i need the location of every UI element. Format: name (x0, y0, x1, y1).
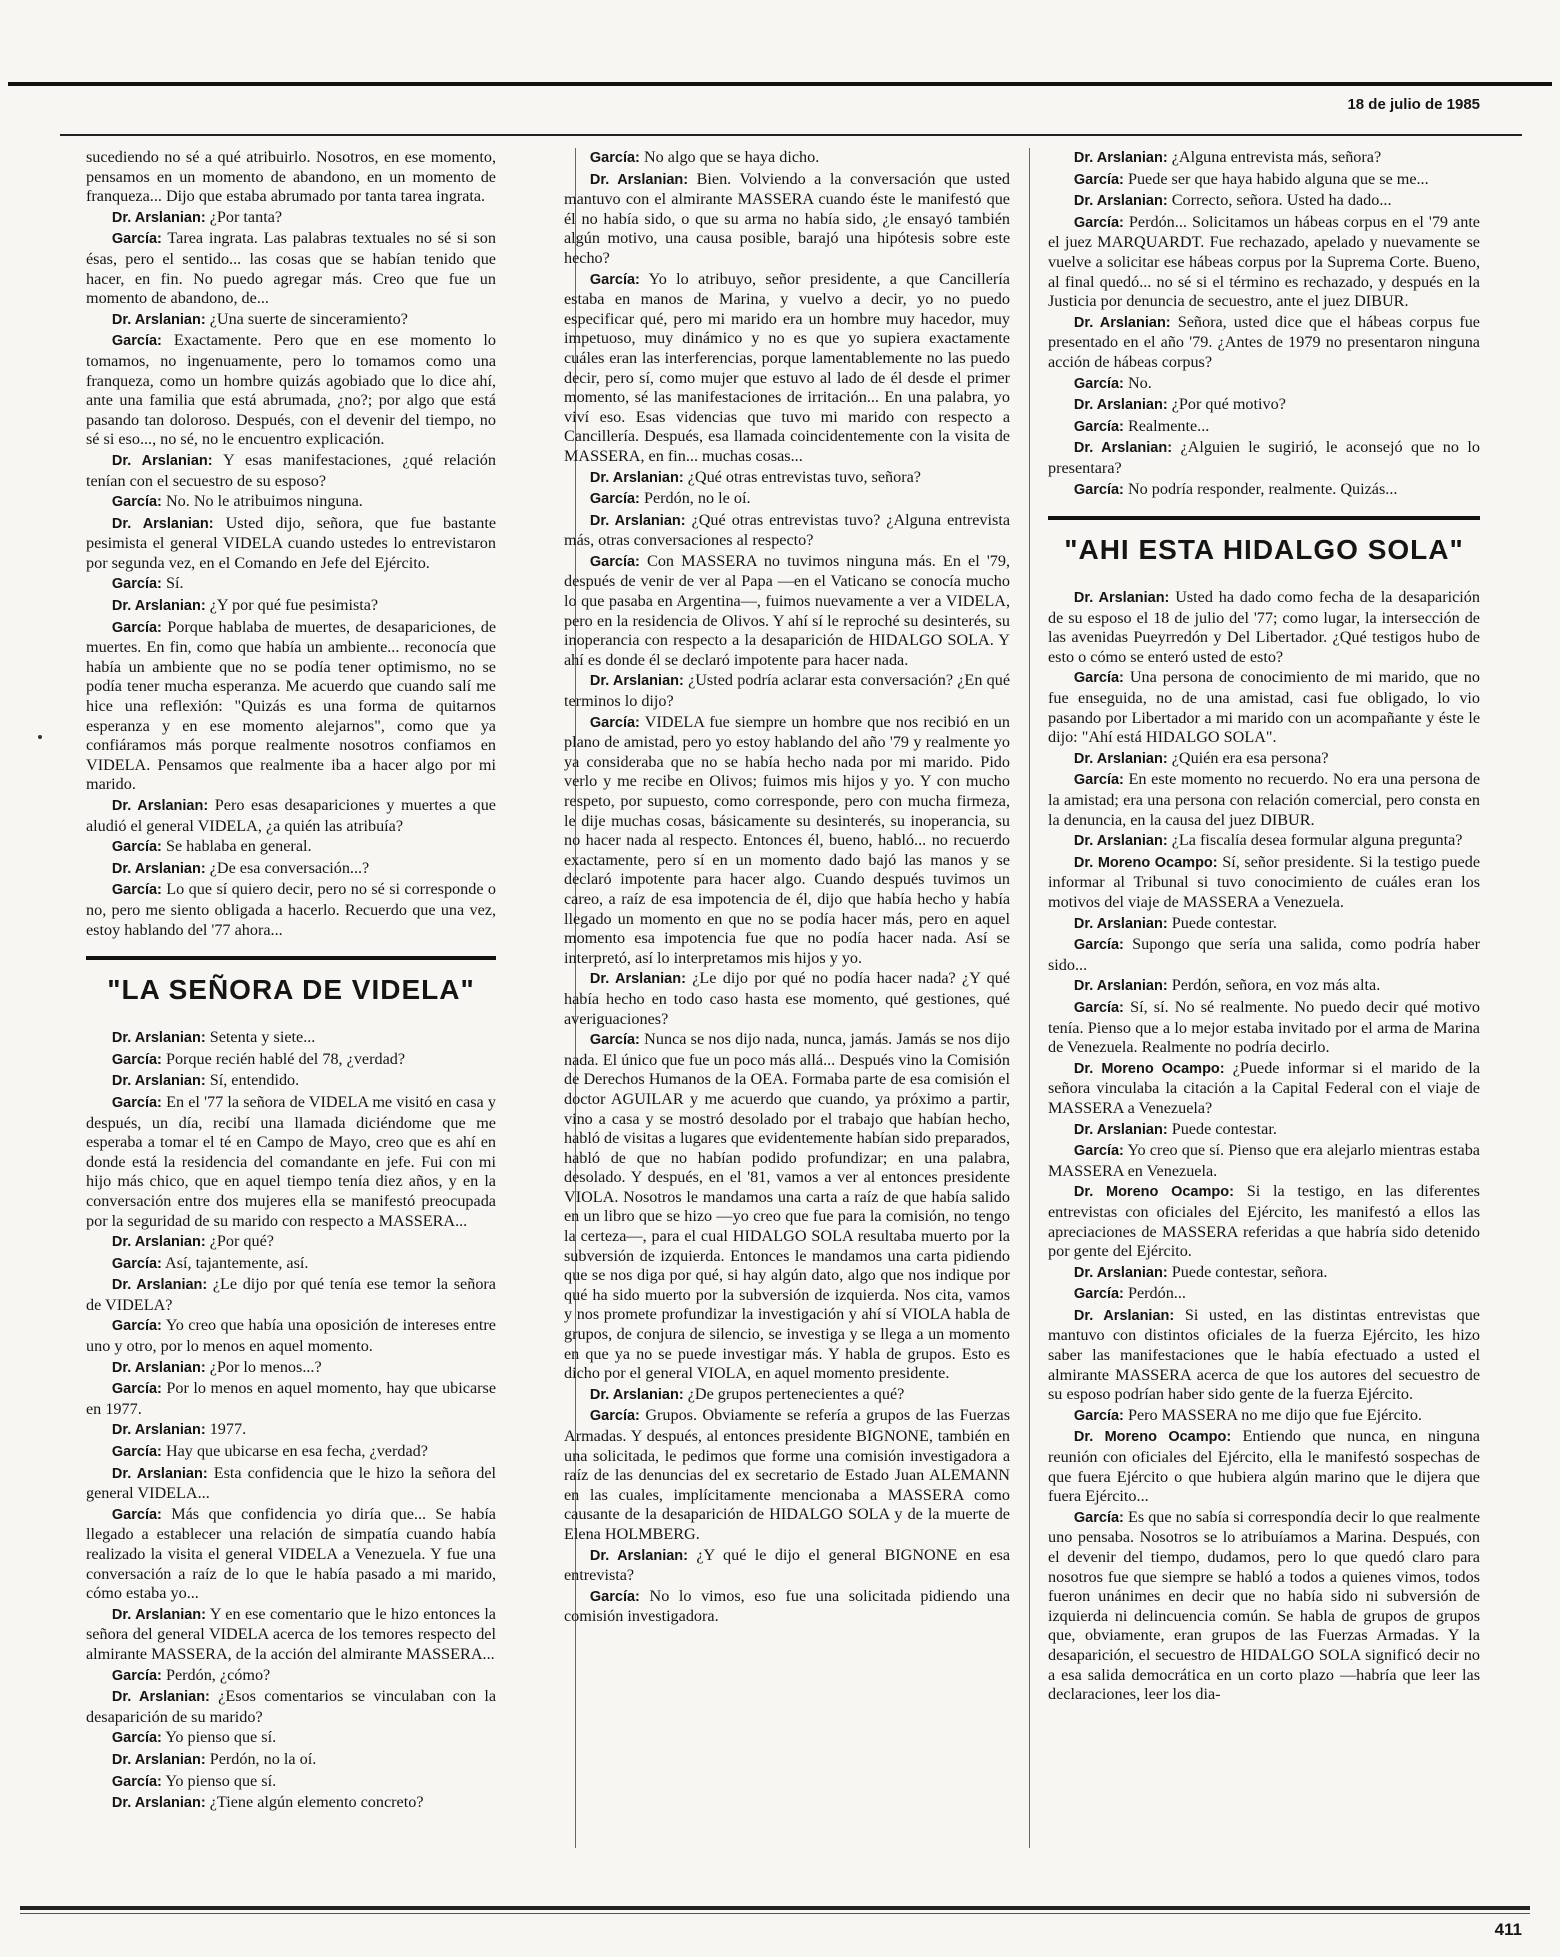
transcript-paragraph (86, 1420, 496, 1441)
paragraph-text: ¿Alguien le sugirió, le aconsejó que no lo presentara? (1048, 438, 1480, 477)
paragraph-text: Yo creo que había una oposición de intereses entre uno y otro, por lo menos en aquel momento. (86, 1316, 496, 1356)
speaker-label: García: (1073, 937, 1124, 954)
transcript-paragraph (1048, 998, 1480, 1058)
paragraph-text: Perdón, no le oí. (643, 489, 751, 508)
paragraph-text: Exactamente. Pero que en ese momento lo tomamos, no ingenuamente, pero lo tomamos como una franqueza, como un hombre quizás agobiado que lo dice ahí, ante una familia que está abrumada, ¿no?; por algo que está pasando tan doloroso. Después, con el devenir del tiempo, no sé si eso..., no sé, no le encuentro explicación. (86, 331, 496, 449)
speaker-label: García: (589, 1408, 640, 1425)
speaker-label: García: (111, 1094, 162, 1111)
speaker-label: Dr. Arslanian: (111, 1689, 210, 1706)
speaker-label: Dr. Arslanian: (111, 209, 206, 226)
transcript-paragraph (86, 859, 496, 880)
section-heading: "LA SEÑORA DE VIDELA" (86, 956, 496, 1006)
transcript-paragraph (86, 492, 496, 513)
paragraph-text: Grupos. Obviamente se refería a grupos de las Fuerzas Armadas. Y después, al entonces presidente BIGNONE, también en una solicitada, le pedimos que forme una comisión investigadora a raíz de las denuncias del ex secretario de Estado Juan ALEMANN en las cuales, implícitamente mencionaba a MASSERA como causante de la desaparición de HIDALGO SOLA y de la muerte de Elena HOLMBERG. (564, 1406, 1010, 1543)
paragraph-text: Yo pienso que sí. (165, 1771, 277, 1790)
paragraph-text: ¿Le dijo por qué tenía ese temor la señora de VIDELA? (86, 1275, 496, 1314)
transcript-paragraph (86, 148, 496, 207)
paragraph-text: Sí, señor presidente. Si la testigo puede informar al Tribunal si tuvo conocimiento de cuáles eran los motivos del viaje de MASSERA a Venezuela. (1048, 852, 1480, 911)
paragraph-text: Setenta y siete... (209, 1028, 316, 1047)
paragraph-text: ¿Esos comentarios se vinculaban con la desaparición de su marido? (86, 1687, 496, 1726)
paragraph-text: ¿Por lo menos...? (209, 1357, 322, 1376)
transcript-paragraph (86, 1379, 496, 1419)
speaker-label: Dr. Arslanian: (1073, 193, 1168, 210)
speaker-label: Dr. Arslanian: (111, 515, 214, 532)
transcript-paragraph (564, 969, 1010, 1029)
paragraph-text: Nunca se nos dijo nada, nunca, jamás. Jamás se nos dijo nada. El único que fue un poco más allá... Después vino la Comisión de Derechos Humanos de la OEA. Formaba parte de esa comisión el doctor AGUILAR y me acuerdo que cuando, ya próximo a partir, vino a casa y se mostró desolado por el trabajo que habían hecho, habló de visitas a lugares que evidentemente habían sido preparados, habló de que no habían podido profundizar; en una palabra, desolado. Y después, en el '81, vamos a ver al entonces presidente VIOLA. Nosotros le mandamos una carta a raíz de que había salido en un libro que se hizo —yo creo que fue para la comisión, no tengo la certeza—, para el cual HIDALGO SOLA resultaba muerto por la subversión de izquierda. Entonces le mandamos una carta pidiendo que se nos diga por qué, si hay algún dato, algo que nos indique por qué ha sido muerto por la subversión de izquierda. Nos cita, vamos y nos promete profundizar la investigación y ahí sí VIOLA habla de grupos, de conjura de silencio, se investiga y se llega a un momento en que ya no se puede investigar más. Y habla de grupos. Esto es dicho por el general VIOLA, en aquel momento presidente. (564, 1030, 1010, 1383)
speaker-label: Dr. Arslanian: (1073, 833, 1168, 850)
speaker-label: Dr. Arslanian: (1073, 590, 1170, 607)
speaker-label: García: (589, 714, 640, 731)
transcript-paragraph (86, 229, 496, 308)
paragraph-text: Perdón... Solicitamos un hábeas corpus en el '79 ante el juez MARQUARDT. Fue rechazado, apelado y nuevamente se vuelve a solicitar ese hábeas corpus por la Suprema Corte. Bueno, al final quedó... no sé si el término es rechazado, y después en la Justicia por denuncia de secuestro, ante el juez DIBUR. (1048, 212, 1480, 311)
transcript-paragraph (86, 1793, 496, 1814)
transcript-paragraph (564, 1587, 1010, 1627)
transcript-paragraph (564, 713, 1010, 969)
transcript-paragraph (564, 468, 1010, 489)
column-divider-2 (1029, 148, 1030, 1848)
speaker-label: García: (111, 1667, 162, 1684)
transcript-paragraph (1048, 749, 1480, 770)
speaker-label: Dr. Arslanian: (1073, 150, 1168, 166)
speaker-label: García: (111, 1318, 162, 1335)
transcript-paragraph (1048, 1508, 1480, 1705)
transcript-paragraph (86, 1254, 496, 1275)
transcript-paragraph (86, 1050, 496, 1071)
transcript-paragraph (1048, 1263, 1480, 1284)
transcript-paragraph (86, 451, 496, 491)
paragraph-text: ¿Y por qué fue pesimista? (209, 596, 379, 615)
speaker-label: García: (111, 231, 162, 248)
paragraph-text: Más que confidencia yo diría que... Se había llegado a establecer una relación de simpatía cuando había realizado la visita el general VIDELA a Venezuela. Y fue una conversación a raíz de lo que le había pasado a mi marido, cómo estaba yo... (86, 1504, 496, 1603)
paragraph-text: Yo pienso que sí. (165, 1728, 277, 1747)
speaker-label: García: (1073, 670, 1124, 687)
paragraph-text: Señora, usted dice que el hábeas corpus fue presentado en el año '79. ¿Antes de 1979 no presentaron ninguna acción de hábeas corpus? (1048, 312, 1480, 371)
speaker-label: García: (1073, 1143, 1124, 1160)
transcript-paragraph (1048, 417, 1480, 438)
paragraph-text: Perdón... (1127, 1284, 1186, 1303)
paragraph-text: ¿Alguna entrevista más, señora? (1171, 148, 1382, 166)
transcript-paragraph (86, 1605, 496, 1665)
transcript-paragraph (1048, 1406, 1480, 1427)
transcript-paragraph (86, 1275, 496, 1315)
transcript-paragraph (1048, 1284, 1480, 1305)
transcript-paragraph (86, 1093, 496, 1231)
speaker-label: Dr. Arslanian: (589, 171, 689, 188)
speaker-label: Dr. Moreno Ocampo: (1073, 1429, 1232, 1446)
transcript-paragraph (1048, 313, 1480, 373)
paragraph-text: 1977. (209, 1420, 247, 1439)
speaker-label: García: (111, 494, 162, 511)
speaker-label: Dr. Arslanian: (589, 1547, 688, 1564)
speaker-label: Dr. Arslanian: (111, 1465, 208, 1482)
transcript-paragraph (1048, 148, 1480, 169)
speaker-label: Dr. Arslanian: (1073, 750, 1168, 767)
speaker-label: Dr. Arslanian: (111, 1277, 208, 1294)
speaker-label: Dr. Arslanian: (111, 311, 206, 328)
speaker-label: Dr. Arslanian: (111, 1422, 206, 1439)
paragraph-text: Bien. Volviendo a la conversación que usted mantuvo con el almirante MASSERA cuando éste le manifestó que él no había sido, o que su arma no había sido, ¿le ensayó también algún motivo, una causa posible, barajó una hipótesis sobre este hecho? (564, 169, 1010, 267)
speaker-label: Dr. Arslanian: (111, 1606, 206, 1623)
transcript-paragraph (564, 270, 1010, 467)
paragraph-text: Yo lo atribuyo, señor presidente, a que Cancillería estaba en manos de Marina, y vuelvo a decir, yo no puedo especificar qué, pero mi marido era un hombre muy hacedor, muy impetuoso, muy dinámico y no es que yo supiera exactamente cuáles eran las interferencias, porque lamentablemente no las puedo decir, pero sí, como mujer que estuvo al lado de él desde el primer momento, sé las manifestaciones de irritación... En una palabra, yo viví eso. Esas videncias que tuvo mi marido con respecto a Cancillería. Después, esa llamada coincidentemente con la visita de MASSERA, en fin... muchas cosas... (564, 269, 1010, 465)
speaker-label: García: (111, 333, 162, 350)
paragraph-text: Lo que sí quiero decir, pero no sé si corresponde o no, pero me siento obligada a hacerlo. Recuerdo que una vez, estoy hablando del '77 ahora... (86, 880, 496, 939)
speaker-label: Dr. Arslanian: (1073, 397, 1168, 414)
speaker-label: Dr. Arslanian: (589, 1386, 684, 1403)
paragraph-text: No lo vimos, eso fue una solicitada pidiendo una comisión investigadora. (564, 1586, 1010, 1626)
paragraph-text: ¿Le dijo por qué no podía hacer nada? ¿Y qué había hecho en todo caso hasta ese momento, qué gestiones, qué averiguaciones? (564, 969, 1010, 1028)
transcript-paragraph (1048, 170, 1480, 191)
section-heading: "AHI ESTA HIDALGO SOLA" (1048, 516, 1480, 566)
speaker-label: Dr. Arslanian: (111, 1795, 206, 1812)
speaker-label: Dr. Arslanian: (1073, 978, 1168, 995)
paragraph-text: Puede contestar. (1171, 1119, 1277, 1138)
speaker-label: García: (589, 1588, 640, 1605)
paragraph-text: ¿Tiene algún elemento concreto? (209, 1793, 424, 1812)
transcript-paragraph (564, 1030, 1010, 1384)
speaker-label: García: (111, 1730, 162, 1747)
transcript-paragraph (1048, 438, 1480, 478)
transcript-paragraph (86, 1666, 496, 1687)
transcript-paragraph (86, 1071, 496, 1092)
transcript-paragraph (564, 511, 1010, 551)
paragraph-text: Sí, sí. No sé realmente. No puedo decir qué motivo tenía. Pienso que a lo mejor estaba invitado por el arma de Marina de Venezuela. Realmente no podría decirlo. (1048, 997, 1480, 1057)
transcript-paragraph (564, 1385, 1010, 1406)
paragraph-text: ¿Por qué? (209, 1232, 274, 1251)
paragraph-text: Supongo que sería una salida, como podría haber sido... (1048, 935, 1480, 974)
transcript-paragraph (564, 148, 1010, 169)
paragraph-text: Puede ser que haya habido alguna que se me... (1127, 169, 1429, 188)
paragraph-text: ¿Una suerte de sinceramiento? (209, 309, 408, 328)
speaker-label: García: (1073, 418, 1124, 435)
transcript-paragraph (86, 880, 496, 940)
speaker-label: Dr. Arslanian: (111, 598, 206, 615)
paragraph-text: ¿Quién era esa persona? (1171, 748, 1329, 767)
paragraph-text: Así, tajantemente, así. (165, 1253, 309, 1272)
transcript-paragraph (1048, 1306, 1480, 1405)
paragraph-text: Pero esas desapariciones y muertes a que aludió el general VIDELA, ¿a quién las atribuía? (86, 796, 496, 835)
transcript-paragraph (1048, 1120, 1480, 1141)
speaker-label: García: (1073, 999, 1124, 1016)
transcript-paragraph (564, 671, 1010, 711)
transcript-paragraph (86, 208, 496, 229)
speaker-label: García: (1073, 481, 1124, 498)
paragraph-text: Porque recién hablé del 78, ¿verdad? (165, 1049, 406, 1068)
paragraph-text: Si la testigo, en las diferentes entrevistas con oficiales del Ejército, les manifestó a ellos las apreciaciones de MASSERA referidas a que habría sido detenido por gente del Ejército. (1048, 1182, 1480, 1261)
transcript-paragraph (564, 1546, 1010, 1586)
speaker-label: Dr. Arslanian: (1073, 314, 1171, 331)
column-1 (86, 148, 496, 1884)
paragraph-text: ¿Por qué motivo? (1171, 395, 1286, 414)
speaker-label: García: (1073, 375, 1124, 392)
paragraph-text: Correcto, señora. Usted ha dado... (1171, 191, 1392, 210)
transcript-paragraph (86, 1728, 496, 1749)
transcript-paragraph (1048, 935, 1480, 975)
transcript-paragraph (1048, 588, 1480, 667)
paragraph-text: No podría responder, realmente. Quizás... (1127, 479, 1398, 498)
transcript-paragraph (1048, 668, 1480, 747)
transcript-paragraph (1048, 914, 1480, 935)
top-rule (8, 82, 1552, 86)
paragraph-text: Porque hablaba de muertes, de desapariciones, de muertes. En fin, como que había un ambiente... reconocía que había un ambiente que no se podía tener optimismo, no se podía tener mucha esperanza. Me acuerdo que cuando salí me hice una reflexión: "Quizás es una forma de quitarnos esperanza y en ese momento alejarnos", como que ya confiáramos más porque realmente nosotros confiamos en VIDELA. Pensamos que realmente iba a hacer algo por mi marido. (86, 617, 496, 794)
paragraph-text: Realmente... (1127, 416, 1210, 435)
speaker-label: Dr. Moreno Ocampo: (1073, 1060, 1225, 1077)
speaker-label: García: (111, 839, 162, 856)
paragraph-text: Entiendo que nunca, en ninguna reunión con oficiales del Ejército, ella le manifestó sospechas de que fuera Ejército o que hubiera algún marino que le dijera que fuera Ejército... (1048, 1427, 1480, 1506)
transcript-paragraph (1048, 1141, 1480, 1181)
speaker-label: Dr. Arslanian: (111, 1359, 206, 1376)
speaker-label: Dr. Arslanian: (589, 469, 684, 486)
speaker-label: García: (1073, 772, 1124, 789)
transcript-paragraph (1048, 1427, 1480, 1506)
speaker-label: Dr. Moreno Ocampo: (1073, 1184, 1234, 1201)
paragraph-text: No. (1127, 373, 1152, 392)
paragraph-text: ¿Usted podría aclarar esta conversación? ¿En qué terminos lo dijo? (564, 671, 1010, 711)
paragraph-text: Usted ha dado como fecha de la desaparición de su esposo el 18 de julio del '77; como lugar, la intersección de las avenidas Pueyrredón y Del Libertador. ¿Qué testigos hubo de esto o cómo se enteró usted de esto? (1048, 588, 1480, 666)
paragraph-text: ¿De esa conversación...? (209, 858, 370, 877)
speaker-label: García: (111, 619, 162, 636)
speaker-label: Dr. Arslanian: (1073, 1121, 1168, 1138)
paragraph-text: Una persona de conocimiento de mi marido, que no fue enseguida, no de una amistad, casi fue obligado, lo vio pasando por Libertador a mi marido con un acompañante y éste le dijo: "Ahí está HIDALGO SOLA". (1048, 668, 1480, 747)
transcript-paragraph (564, 552, 1010, 671)
paragraph-text: ¿De grupos pertenecientes a qué? (687, 1384, 905, 1403)
transcript-paragraph (86, 1316, 496, 1356)
speaker-label: Dr. Arslanian: (111, 1751, 206, 1768)
transcript-paragraph (86, 514, 496, 574)
transcript-paragraph (86, 837, 496, 858)
speaker-label: Dr. Arslanian: (589, 512, 686, 529)
header-rule (60, 134, 1522, 136)
transcript-paragraph (86, 310, 496, 331)
transcript-paragraph (86, 1505, 496, 1604)
speaker-label: Dr. Arslanian: (1073, 1307, 1175, 1324)
speaker-label: García: (111, 576, 162, 593)
transcript-paragraph (1048, 1059, 1480, 1119)
paragraph-text: ¿Qué otras entrevistas tuvo, señora? (687, 467, 921, 486)
transcript-paragraph (1048, 191, 1480, 212)
speaker-label: Dr. Arslanian: (111, 452, 213, 469)
paragraph-text: Sí. (165, 574, 184, 593)
transcript-paragraph (1048, 831, 1480, 852)
paragraph-text: Yo creo que sí. Pienso que era alejarlo mientras estaba MASSERA en Venezuela. (1048, 1141, 1480, 1180)
speaker-label: García: (1073, 214, 1124, 231)
column-3 (1048, 148, 1480, 1884)
speaker-label: García: (1073, 1509, 1124, 1526)
transcript-paragraph (86, 1442, 496, 1463)
transcript-paragraph (1048, 395, 1480, 416)
transcript-paragraph (86, 618, 496, 795)
transcript-paragraph (86, 1772, 496, 1793)
speaker-label: Dr. Arslanian: (589, 971, 686, 988)
transcript-paragraph (86, 596, 496, 617)
transcript-paragraph (86, 1028, 496, 1049)
transcript-paragraph (1048, 374, 1480, 395)
transcript-paragraph (1048, 480, 1480, 501)
transcript-paragraph (86, 1358, 496, 1379)
speaker-label: Dr. Arslanian: (111, 1030, 206, 1047)
bottom-rule (20, 1906, 1530, 1910)
speaker-label: Dr. Arslanian: (1073, 915, 1168, 932)
speaker-label: García: (589, 271, 640, 288)
transcript-paragraph (86, 1232, 496, 1253)
speaker-label: García: (111, 882, 162, 899)
page-date: 18 de julio de 1985 (1347, 96, 1480, 113)
paragraph-text: Esta confidencia que le hizo la señora del general VIDELA... (86, 1463, 496, 1503)
speaker-label: García: (1073, 171, 1124, 188)
paragraph-text: Si usted, en las distintas entrevistas que mantuvo con distintos oficiales de la fuerza Ejército, les hizo saber las manifestaciones que le había efectuado a usted el almirante MASSERA acerca de que los autores del secuestro de su esposo podrían haber sido gente de la fuerza Ejército. (1048, 1305, 1480, 1404)
paragraph-text: VIDELA fue siempre un hombre que nos recibió en un plano de amistad, pero yo estoy hablando del año '79 y realmente yo ya consideraba que no se había hecho nada por mi marido. Pido verlo y me recibe en Olivos; fuimos mis hijos y yo. Y con mucho respeto, por supuesto, como corresponde, pero con mucha firmeza, le dije muchas cosas, básicamente su desinterés, su inoperancia, su no hacer nada al respecto. Entonces él, bueno, habló... no recuerdo exactamente, pero sí en un momento dado bajó las manos y se declaró impotente para hacer algo. Cuando después tuvimos un careo, a raíz de esa impotencia de él, dijo que había hecho y había llegado un momento en que no se podía hacer más, pero en aquel momento esa impotencia fue que no podía hacer nada. Así se interpretó, así lo interpretamos mis hijos y yo. (564, 712, 1010, 967)
paragraph-text: Con MASSERA no tuvimos ninguna más. En el '79, después de venir de ver al Papa —en el Vaticano se conocía mucho lo que pasaba en Argentina—, fuimos nuevamente a ver a VIDELA, pero en la residencia de Olivos. Y ahí sí le reproché su desinterés, su inoperancia con respecto a la desaparición de HIDALGO SOLA. Y ahí es donde él se declaró impotente para hacer nada. (564, 551, 1010, 669)
transcript-paragraph (86, 1464, 496, 1504)
speaker-label: García: (1073, 1286, 1124, 1303)
margin-dot (38, 735, 42, 739)
paragraph-text: ¿La fiscalía desea formular alguna pregunta? (1171, 831, 1463, 850)
transcript-paragraph (1048, 1182, 1480, 1261)
paragraph-text: Perdón, ¿cómo? (165, 1665, 271, 1684)
speaker-label: García: (111, 1773, 162, 1790)
speaker-label: Dr. Moreno Ocampo: (1073, 854, 1218, 871)
speaker-label: Dr. Arslanian: (1073, 1264, 1168, 1281)
speaker-label: Dr. Arslanian: (1073, 440, 1173, 457)
speaker-label: García: (589, 150, 640, 166)
speaker-label: Dr. Arslanian: (111, 1234, 206, 1251)
paragraph-text: En este momento no recuerdo. No era una persona de la amistad; era una persona con relación comercial, pero consta en la denuncia, en la causa del juez DIBUR. (1048, 770, 1480, 829)
transcript-paragraph (1048, 770, 1480, 830)
speaker-label: García: (111, 1255, 162, 1272)
paragraph-text: No algo que se haya dicho. (643, 148, 820, 166)
paragraph-text: Usted dijo, señora, que fue bastante pesimista el general VIDELA cuando ustedes lo entrevistaron por segunda vez, en el Comando en Jefe del Ejército. (86, 513, 496, 572)
transcript-paragraph (1048, 976, 1480, 997)
paragraph-text: Perdón, no la oí. (209, 1749, 317, 1768)
speaker-label: García: (111, 1051, 162, 1068)
paragraph-text: Pero MASSERA no me dijo que fue Ejército. (1127, 1405, 1422, 1424)
paragraph-text: Sí, entendido. (209, 1071, 300, 1090)
paragraph-text: sucediendo no sé a qué atribuirlo. Nosotros, en ese momento, pensamos en un momento de abandono, en un momento de franqueza... Dijo que estaba abrumado por tanta tarea ingrata. (86, 148, 496, 206)
paragraph-text: No. No le atribuimos ninguna. (165, 492, 363, 511)
paragraph-text: Y en ese comentario que le hizo entonces la señora del general VIDELA acerca de los temores respecto del almirante MASSERA, de la acción del almirante MASSERA... (86, 1604, 496, 1663)
paragraph-text: Tarea ingrata. Las palabras textuales no sé si son ésas, pero el sentido... las cosas que se habían tenido que hacer, en fin. No puedo agregar más. Creo que fue un momento de abandono, de... (86, 229, 496, 308)
transcript-paragraph (1048, 213, 1480, 312)
speaker-label: Dr. Arslanian: (111, 860, 206, 877)
transcript-paragraph (564, 170, 1010, 269)
paragraph-text: En el '77 la señora de VIDELA me visitó en casa y después, un día, recibí una llamada diciéndome que me esperaba a tomar el té en Campo de Mayo, creo que es ahí en donde está la residencia del comandante en jefe. Fui con mi hijo más chico, que en aquel tiempo tenía diez años, y en la conversación entre dos mujeres ella se manifestó preocupada por la seguridad de su marido con respecto a MASSERA... (86, 1092, 496, 1230)
speaker-label: Dr. Arslanian: (111, 1073, 206, 1090)
speaker-label: García: (111, 1381, 162, 1398)
paragraph-text: Puede contestar, señora. (1171, 1262, 1328, 1281)
page-number: 411 (1494, 1920, 1522, 1939)
speaker-label: García: (111, 1444, 162, 1461)
speaker-label: García: (589, 553, 640, 570)
speaker-label: Dr. Arslanian: (111, 798, 209, 814)
speaker-label: Dr. Arslanian: (589, 673, 684, 690)
column-2 (564, 148, 1010, 1884)
paragraph-text: Hay que ubicarse en esa fecha, ¿verdad? (165, 1442, 428, 1461)
transcript-paragraph (86, 331, 496, 450)
paragraph-text: ¿Por tanta? (209, 207, 283, 226)
paragraph-text: Perdón, señora, en voz más alta. (1171, 976, 1381, 995)
transcript-paragraph (564, 1406, 1010, 1544)
transcript-paragraph (86, 796, 496, 836)
transcript-paragraph (86, 574, 496, 595)
speaker-label: García: (589, 491, 640, 508)
paragraph-text: ¿Qué otras entrevistas tuvo? ¿Alguna entrevista más, otras conversaciones al respecto? (564, 510, 1010, 550)
bottom-rule-thin (20, 1913, 1530, 1914)
speaker-label: García: (1073, 1407, 1124, 1424)
speaker-label: García: (111, 1506, 162, 1523)
paragraph-text: Puede contestar. (1171, 913, 1277, 932)
transcript-paragraph (1048, 853, 1480, 913)
paragraph-text: Y esas manifestaciones, ¿qué relación tenían con el secuestro de su esposo? (86, 450, 496, 490)
transcript-paragraph (564, 489, 1010, 510)
paragraph-text: ¿Y qué le dijo el general BIGNONE en esa entrevista? (564, 1545, 1010, 1585)
transcript-paragraph (86, 1750, 496, 1771)
speaker-label: García: (589, 1032, 640, 1049)
transcript-paragraph (86, 1687, 496, 1727)
paragraph-text: Por lo menos en aquel momento, hay que ubicarse en 1977. (86, 1379, 496, 1418)
paragraph-text: Se hablaba en general. (165, 837, 312, 856)
paragraph-text: Es que no sabía si correspondía decir lo que realmente uno pensaba. Nosotros se lo atribuíamos a Marina. Después, con el devenir del tiempo, dudamos, pero lo que quedó claro para nosotros fue que siempre se habló a todos a quienes vimos, todos fueron unánimes en decir que no había sido ni subversión de izquierda ni delincuencia común. Se habla de grupos de grupos que, obviamente, eran grupos de las Fuerzas Armadas. Y la desaparición, el secuestro de HIDALGO SOLA significó decir no a esa salida democrática en un corto plazo —habría que leer las declaraciones, leer los dia- (1048, 1507, 1480, 1704)
paragraph-text: ¿Puede informar si el marido de la señora vinculaba la citación a la Capital Federal con el viaje de MASSERA a Venezuela? (1048, 1058, 1480, 1117)
